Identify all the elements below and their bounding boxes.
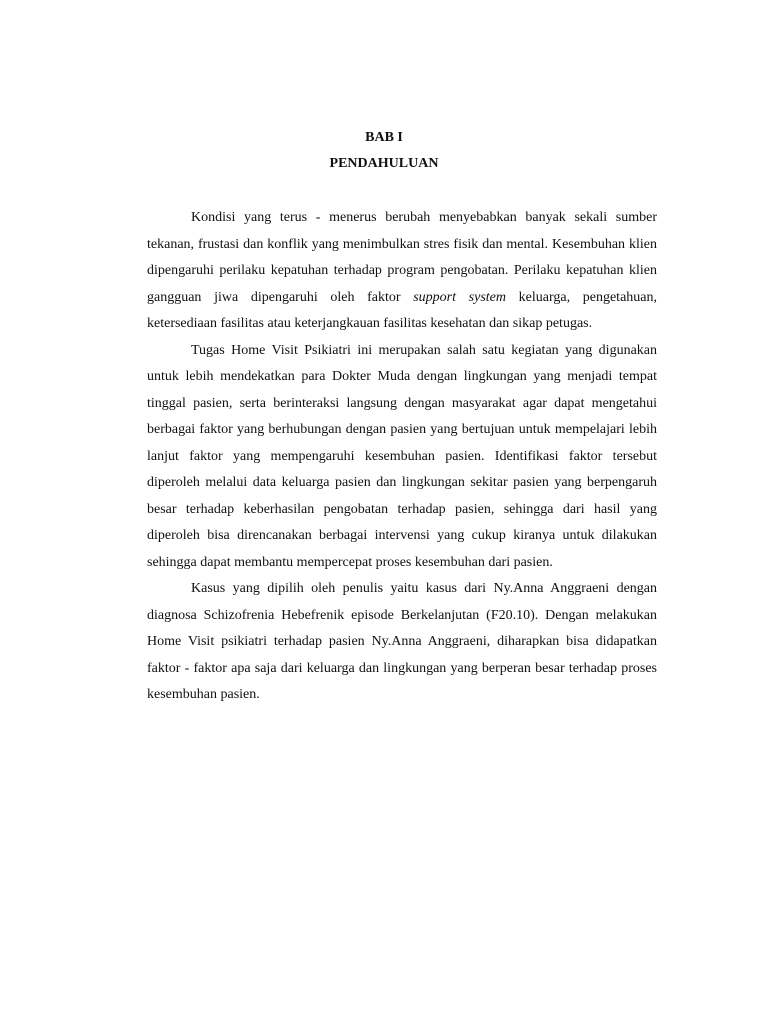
paragraph-1-text-end: keluarga, pengetahuan, ketersediaan fasilitas atau keterjangkauan fasilitas kesehatan dan sikap petugas. [147,289,657,331]
paragraph-2: Tugas Home Visit Psikiatri ini merupakan salah satu kegiatan yang digunakan untuk lebih mendekatkan para Dokter Muda dengan lingkungan yang menjadi tempat tinggal pasien, serta berinteraksi langsung dengan masyarakat agar dapat mengetahui berbagai faktor yang berhubungan dengan pasien yang bertujuan untuk mempelajari lebih lanjut faktor yang mempengaruhi kesembuhan pasien. Identifikasi faktor tersebut diperoleh melalui data keluarga pasien dan lingkungan sekitar pasien yang berpengaruh besar terhadap keberhasilan pengobatan terhadap pasien, sehingga dari hasil yang diperoleh bisa direncanakan berbagai intervensi yang cukup kiranya untuk dilakukan sehingga dapat membantu mempercepat proses kesembuhan dari pasien. [147,342,657,570]
paragraph-1 [147,205,657,338]
chapter-heading: BAB I [365,130,403,145]
paragraph-3: Kasus yang dipilih oleh penulis yaitu kasus dari Ny.Anna Anggraeni dengan diagnosa Schizofrenia Hebefrenik episode Berkelanjutan (F20.10). Dengan melakukan Home Visit psikiatri terhadap pasien Ny.Anna Anggraeni, diharapkan bisa didapatkan faktor - faktor apa saja dari keluarga dan lingkungan yang berperan besar terhadap proses kesembuhan pasien. [147,581,657,702]
paragraph-1-text-start: Kondisi yang terus - menerus berubah menyebabkan banyak sekali sumber tekanan, frustasi dan konflik yang menimbulkan stres fisik dan mental. Kesembuhan klien dipengaruhi perilaku kepatuhan terhadap program pengobatan. Perilaku kepatuhan klien gangguan jiwa dipengaruhi oleh faktor [147,210,657,305]
paragraph-1-italic-term: support system [413,289,506,305]
chapter-title: PENDAHULUAN [329,156,439,171]
document-body [147,205,657,709]
